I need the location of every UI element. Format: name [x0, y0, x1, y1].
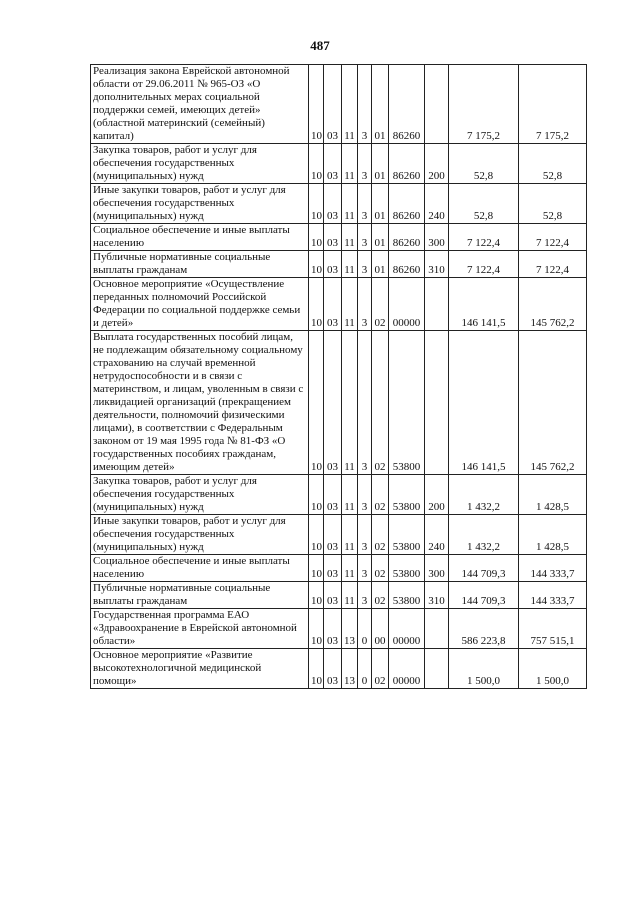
- table-row: [91, 278, 587, 331]
- activity-code: 02: [372, 582, 389, 609]
- expense-type-code: [425, 609, 449, 649]
- subsection-code: 03: [324, 331, 342, 475]
- subprogram-code: 3: [358, 144, 372, 184]
- amount-year-2: 145 762,2: [519, 278, 587, 331]
- amount-year-1: 1 432,2: [449, 475, 519, 515]
- expense-type-code: 240: [425, 515, 449, 555]
- subprogram-code: 3: [358, 224, 372, 251]
- expense-type-code: 300: [425, 555, 449, 582]
- section-code: 10: [309, 582, 324, 609]
- activity-code: 01: [372, 251, 389, 278]
- table-row: [91, 555, 587, 582]
- section-code: 10: [309, 251, 324, 278]
- table-row: [91, 475, 587, 515]
- direction-code: 86260: [389, 251, 425, 278]
- subsection-code: 03: [324, 224, 342, 251]
- program-code: 11: [342, 475, 358, 515]
- program-code: 11: [342, 278, 358, 331]
- amount-year-2: 1 428,5: [519, 475, 587, 515]
- amount-year-2: 52,8: [519, 144, 587, 184]
- expense-type-code: [425, 278, 449, 331]
- subprogram-code: 3: [358, 184, 372, 224]
- subsection-code: 03: [324, 278, 342, 331]
- expense-type-code: 200: [425, 144, 449, 184]
- activity-code: 02: [372, 515, 389, 555]
- amount-year-1: 586 223,8: [449, 609, 519, 649]
- expense-type-code: 200: [425, 475, 449, 515]
- table-row: [91, 184, 587, 224]
- section-code: 10: [309, 65, 324, 144]
- table-row: [91, 251, 587, 278]
- subprogram-code: 3: [358, 278, 372, 331]
- direction-code: 86260: [389, 184, 425, 224]
- subsection-code: 03: [324, 555, 342, 582]
- section-code: 10: [309, 278, 324, 331]
- amount-year-2: 7 122,4: [519, 251, 587, 278]
- program-code: 11: [342, 184, 358, 224]
- program-code: 11: [342, 555, 358, 582]
- activity-code: 01: [372, 224, 389, 251]
- program-code: 11: [342, 65, 358, 144]
- row-name: Закупка товаров, работ и услуг для обеспечения государственных (муниципальных) нужд: [91, 144, 309, 184]
- program-code: 13: [342, 609, 358, 649]
- amount-year-2: 145 762,2: [519, 331, 587, 475]
- section-code: 10: [309, 144, 324, 184]
- direction-code: 53800: [389, 515, 425, 555]
- section-code: 10: [309, 649, 324, 689]
- row-name: Публичные нормативные социальные выплаты гражданам: [91, 251, 309, 278]
- expense-type-code: 310: [425, 251, 449, 278]
- amount-year-2: 757 515,1: [519, 609, 587, 649]
- amount-year-1: 52,8: [449, 184, 519, 224]
- row-name: Выплата государственных пособий лицам, не подлежащим обязательному социальному страхованию на случай временной нетрудоспособности и в связи с материнством, и лицам, уволенным в связи с ликвидацией организаций (прекращением деятельности, полномочий физическими лицами), в соответствии с Федеральным законом от 19 мая 1995 года № 81-ФЗ «О государственных пособиях гражданам, имеющим детей»: [91, 331, 309, 475]
- amount-year-1: 144 709,3: [449, 582, 519, 609]
- program-code: 11: [342, 582, 358, 609]
- table-row: [91, 582, 587, 609]
- expense-type-code: [425, 331, 449, 475]
- amount-year-2: 1 428,5: [519, 515, 587, 555]
- section-code: 10: [309, 515, 324, 555]
- direction-code: 53800: [389, 555, 425, 582]
- amount-year-1: 52,8: [449, 144, 519, 184]
- table-row: [91, 144, 587, 184]
- section-code: 10: [309, 224, 324, 251]
- table-row: [91, 331, 587, 475]
- section-code: 10: [309, 555, 324, 582]
- amount-year-1: 146 141,5: [449, 331, 519, 475]
- budget-table: [90, 64, 587, 689]
- activity-code: 02: [372, 475, 389, 515]
- activity-code: 01: [372, 184, 389, 224]
- table-row: [91, 65, 587, 144]
- subsection-code: 03: [324, 609, 342, 649]
- section-code: 10: [309, 609, 324, 649]
- subprogram-code: 0: [358, 649, 372, 689]
- row-name: Публичные нормативные социальные выплаты гражданам: [91, 582, 309, 609]
- subsection-code: 03: [324, 649, 342, 689]
- row-name: Иные закупки товаров, работ и услуг для обеспечения государственных (муниципальных) нужд: [91, 184, 309, 224]
- subsection-code: 03: [324, 251, 342, 278]
- program-code: 11: [342, 251, 358, 278]
- amount-year-1: 7 175,2: [449, 65, 519, 144]
- program-code: 11: [342, 224, 358, 251]
- direction-code: 53800: [389, 331, 425, 475]
- section-code: 10: [309, 475, 324, 515]
- table-row: [91, 649, 587, 689]
- row-name: Основное мероприятие «Развитие высокотехнологичной медицинской помощи»: [91, 649, 309, 689]
- activity-code: 02: [372, 278, 389, 331]
- program-code: 13: [342, 649, 358, 689]
- amount-year-1: 144 709,3: [449, 555, 519, 582]
- direction-code: 53800: [389, 582, 425, 609]
- subprogram-code: 3: [358, 475, 372, 515]
- direction-code: 86260: [389, 224, 425, 251]
- expense-type-code: [425, 65, 449, 144]
- subsection-code: 03: [324, 184, 342, 224]
- amount-year-1: 146 141,5: [449, 278, 519, 331]
- row-name: Основное мероприятие «Осуществление переданных полномочий Российской Федерации по социальной поддержке семьи и детей»: [91, 278, 309, 331]
- amount-year-2: 1 500,0: [519, 649, 587, 689]
- row-name: Государственная программа ЕАО «Здравоохранение в Еврейской автономной области»: [91, 609, 309, 649]
- row-name: Иные закупки товаров, работ и услуг для обеспечения государственных (муниципальных) нужд: [91, 515, 309, 555]
- activity-code: 01: [372, 65, 389, 144]
- activity-code: 02: [372, 649, 389, 689]
- expense-type-code: 240: [425, 184, 449, 224]
- activity-code: 01: [372, 144, 389, 184]
- amount-year-1: 1 432,2: [449, 515, 519, 555]
- direction-code: 86260: [389, 144, 425, 184]
- row-name: Социальное обеспечение и иные выплаты населению: [91, 224, 309, 251]
- expense-type-code: [425, 649, 449, 689]
- direction-code: 00000: [389, 609, 425, 649]
- direction-code: 53800: [389, 475, 425, 515]
- expense-type-code: 300: [425, 224, 449, 251]
- row-name: Социальное обеспечение и иные выплаты населению: [91, 555, 309, 582]
- amount-year-1: 7 122,4: [449, 224, 519, 251]
- program-code: 11: [342, 331, 358, 475]
- subsection-code: 03: [324, 515, 342, 555]
- direction-code: 00000: [389, 649, 425, 689]
- amount-year-2: 144 333,7: [519, 555, 587, 582]
- subprogram-code: 3: [358, 515, 372, 555]
- subprogram-code: 3: [358, 251, 372, 278]
- section-code: 10: [309, 184, 324, 224]
- direction-code: 86260: [389, 65, 425, 144]
- amount-year-2: 144 333,7: [519, 582, 587, 609]
- subprogram-code: 3: [358, 331, 372, 475]
- section-code: 10: [309, 331, 324, 475]
- amount-year-2: 7 175,2: [519, 65, 587, 144]
- subprogram-code: 3: [358, 582, 372, 609]
- activity-code: 02: [372, 555, 389, 582]
- subsection-code: 03: [324, 65, 342, 144]
- row-name: Реализация закона Еврейской автономной области от 29.06.2011 № 965-ОЗ «О дополнительных мерах социальной поддержки семей, имеющих детей» (областной материнский (семейный) капитал): [91, 65, 309, 144]
- amount-year-2: 52,8: [519, 184, 587, 224]
- row-name: Закупка товаров, работ и услуг для обеспечения государственных (муниципальных) нужд: [91, 475, 309, 515]
- amount-year-1: 1 500,0: [449, 649, 519, 689]
- page-number: 487: [310, 38, 330, 53]
- program-code: 11: [342, 144, 358, 184]
- subsection-code: 03: [324, 144, 342, 184]
- subprogram-code: 3: [358, 555, 372, 582]
- subsection-code: 03: [324, 475, 342, 515]
- amount-year-2: 7 122,4: [519, 224, 587, 251]
- subprogram-code: 0: [358, 609, 372, 649]
- activity-code: 00: [372, 609, 389, 649]
- subsection-code: 03: [324, 582, 342, 609]
- activity-code: 02: [372, 331, 389, 475]
- expense-type-code: 310: [425, 582, 449, 609]
- table-row: [91, 224, 587, 251]
- direction-code: 00000: [389, 278, 425, 331]
- program-code: 11: [342, 515, 358, 555]
- table-row: [91, 609, 587, 649]
- amount-year-1: 7 122,4: [449, 251, 519, 278]
- subprogram-code: 3: [358, 65, 372, 144]
- table-row: [91, 515, 587, 555]
